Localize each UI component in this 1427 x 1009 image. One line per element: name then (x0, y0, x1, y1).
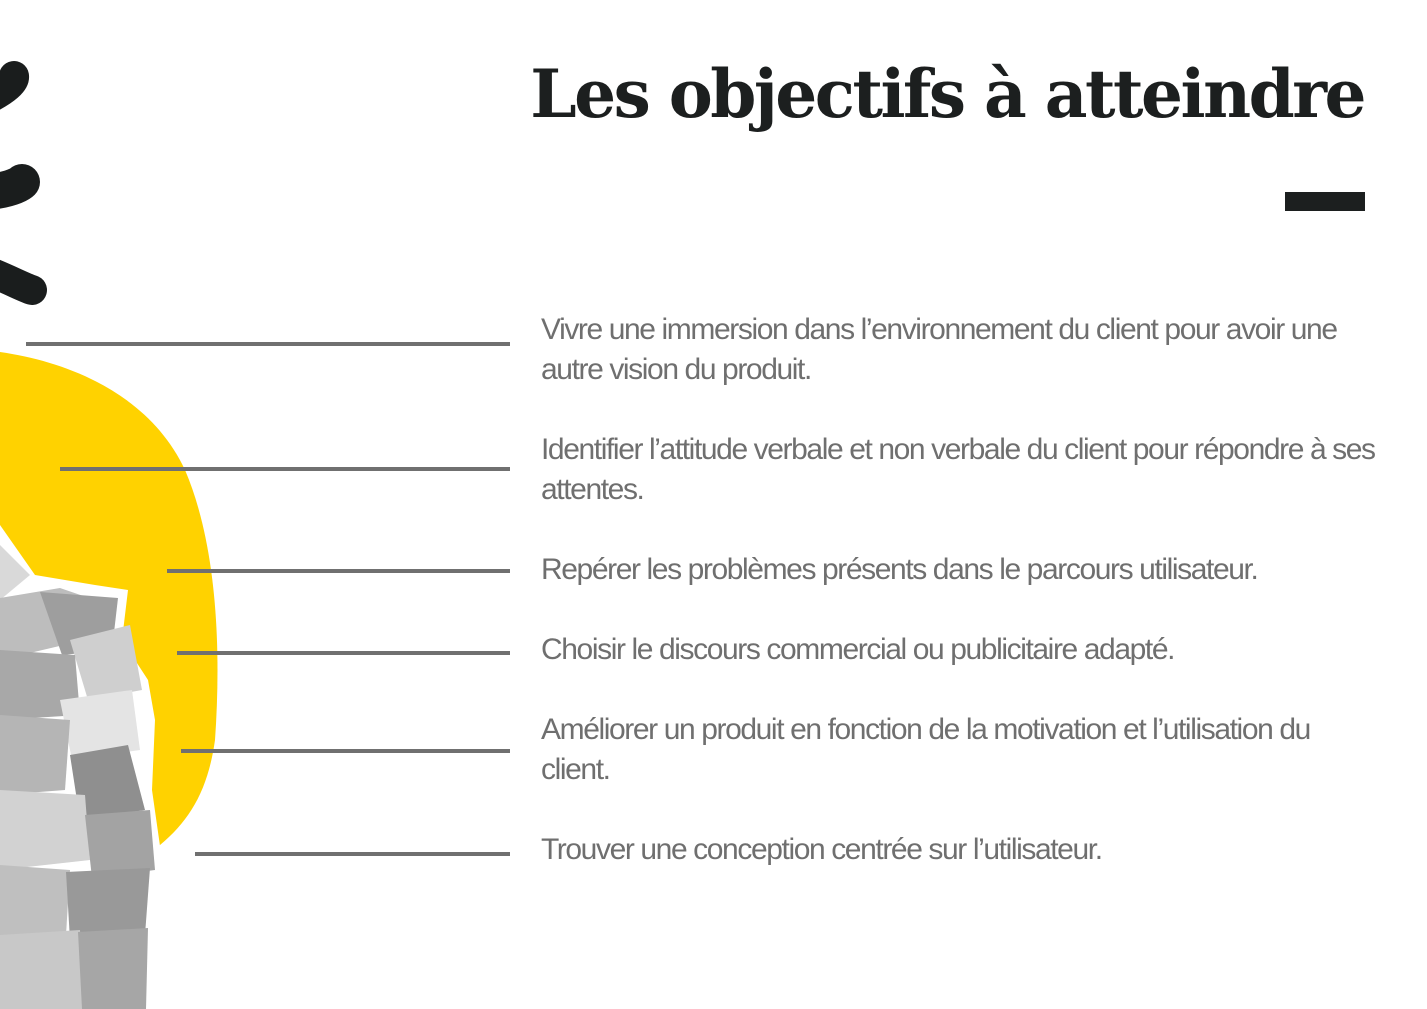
objective-item: Trouver une conception centrée sur l’utilisateur. (541, 833, 1102, 866)
paper-piece (78, 928, 148, 1009)
objective-item: Identifier l’attitude verbale et non verbale du client pour répondre à ses attentes. (541, 433, 1375, 506)
page-title: Les objectifs à atteindre (530, 55, 1364, 133)
paper-piece (0, 930, 84, 1009)
objective-item: Repérer les problèmes présents dans le parcours utilisateur. (541, 553, 1258, 586)
paper-piece (0, 715, 70, 795)
objective-item: Choisir le discours commercial ou publicitaire adapté. (541, 633, 1175, 666)
objective-item: Vivre une immersion dans l’environnement du client pour avoir une autre vision du produit. (541, 313, 1337, 386)
brush-stroke-2 (0, 182, 22, 192)
paper-piece (0, 790, 90, 870)
title-underline-bar (1285, 192, 1365, 211)
paper-collage-illustration (0, 0, 560, 1009)
brush-stroke-3 (0, 272, 32, 290)
brush-strokes (0, 76, 32, 290)
objective-item: Améliorer un produit en fonction de la motivation et l’utilisation du client. (541, 713, 1310, 786)
paper-piece (85, 810, 155, 878)
brush-stroke-1 (0, 76, 14, 98)
paper-piece (0, 865, 70, 940)
